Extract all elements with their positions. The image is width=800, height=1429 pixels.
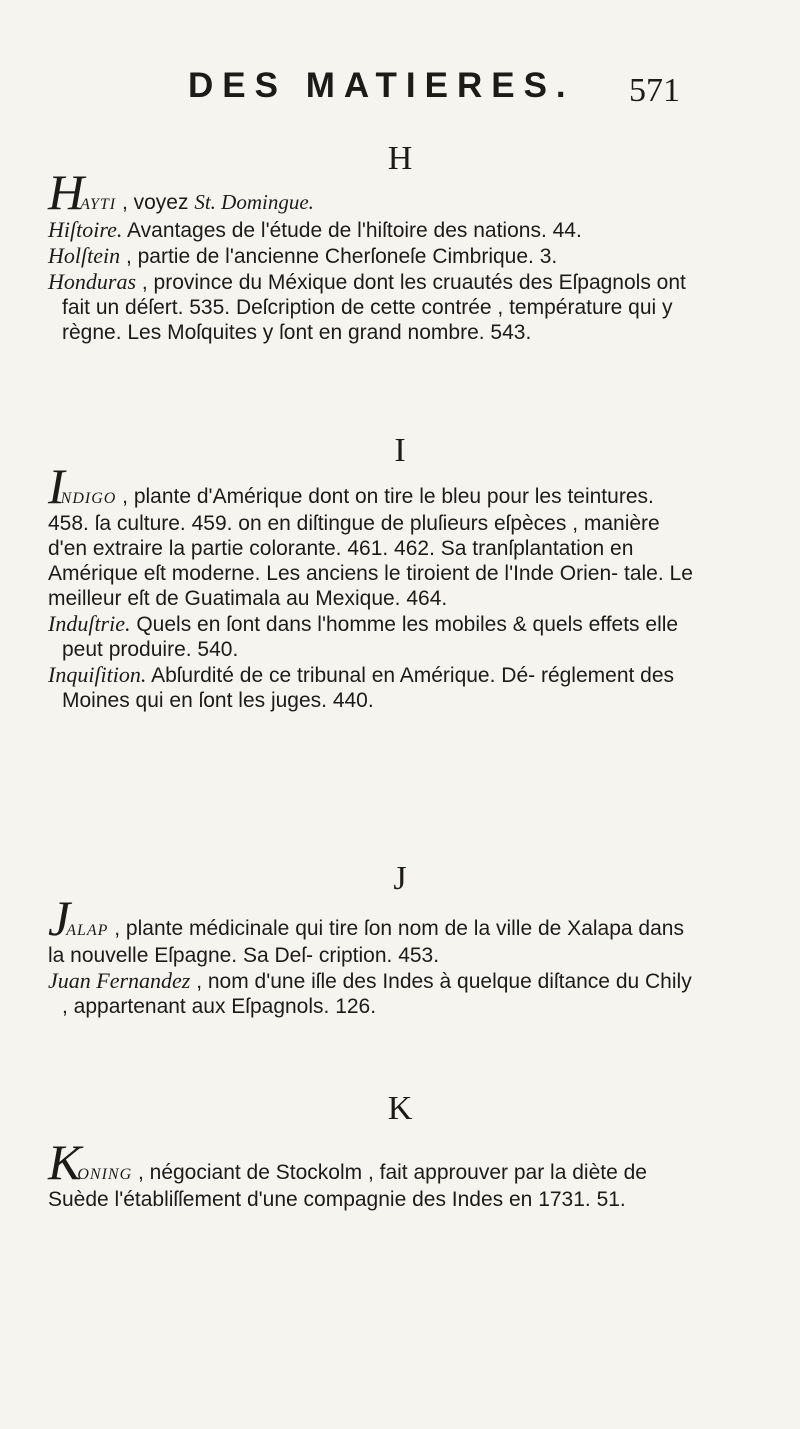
entry-reference: St. Domingue. [194, 190, 314, 214]
section-j-entries [48, 890, 696, 1019]
entry-text: Quels en ſont dans l'homme les mobiles & quels effets elle peut produire. 540. [62, 613, 679, 661]
index-entry [48, 164, 696, 220]
entry-head: ALAP [66, 922, 109, 939]
entry-text: , plante médicinale qui tire ſon nom de la ville de Xalapa dans la nouvelle Eſpagne. Sa Deſ- cription. 453. [48, 917, 684, 967]
index-entry [48, 968, 696, 1019]
index-entry [48, 662, 696, 713]
entry-text: , province du Méxique dont les cruautés des Eſpagnols ont fait un déſert. 535. Deſcription de cette contrée , température qui y règne. Les Moſquites y ſont en grand nombre. 543. [62, 271, 686, 344]
index-entry [48, 217, 696, 243]
section-letter-k: K [387, 1090, 413, 1127]
entry-term: Juan Fernandez [48, 968, 191, 993]
dropcap: K [48, 1134, 82, 1190]
page-number: 571 [629, 72, 680, 109]
entry-text: , nom d'une iſle des Indes à quelque diſtance du Chily , appartenant aux Eſpagnols. 126. [62, 970, 692, 1018]
section-k-entries [48, 1134, 696, 1212]
entry-text: , partie de l'ancienne Cherſoneſe Cimbrique. 3. [120, 245, 558, 268]
entry-head: NDIGO [60, 490, 117, 507]
section-letter-i: I [394, 432, 406, 469]
index-entry [48, 269, 696, 345]
section-h-entries [48, 164, 696, 345]
index-entry [48, 1134, 696, 1212]
entry-term: Hiſtoire. [48, 217, 123, 242]
index-entry [48, 458, 696, 611]
index-entry [48, 890, 696, 968]
section-letter-h: H [387, 140, 413, 177]
dropcap: J [48, 890, 71, 946]
entry-term: Holſtein [48, 243, 121, 268]
entry-head: AYTI [80, 196, 117, 213]
section-letter-j: J [393, 860, 407, 897]
entry-text: Abſurdité de ce tribunal en Amérique. Dé- réglement des Moines qui en ſont les juges. 440. [62, 664, 675, 712]
entry-head: ONING [77, 1166, 133, 1183]
running-head [160, 66, 680, 116]
entry-text: Avantages de l'étude de l'hiſtoire des nations. 44. [122, 219, 582, 242]
dropcap: H [48, 164, 85, 220]
entry-term: Induſtrie. [48, 611, 131, 636]
index-entry [48, 243, 696, 269]
index-entry [48, 611, 696, 662]
entry-text: , négociant de Stockolm , fait approuver par la diète de Suède l'établiſſement d'une compagnie des Indes en 1731. 51. [48, 1161, 647, 1211]
entry-text: , plante d'Amérique dont on tire le bleu pour les teintures. 458. ſa culture. 459. on en diſtingue de pluſieurs eſpèces , manière d'en extraire la partie colorante. 461. 462. Sa tranſplantation en Amérique eſt moderne. Les anciens le tiroient de l'Inde Orien- tale. Le meilleur eſt de Guatimala au Mexique. 464. [48, 485, 693, 610]
entry-text: , voyez [116, 191, 195, 214]
running-title: DES MATIERES. [188, 66, 575, 105]
entry-term: Honduras [48, 269, 137, 294]
dropcap: I [48, 458, 65, 514]
section-i-entries [48, 458, 696, 713]
entry-term: Inquiſition. [48, 662, 147, 687]
